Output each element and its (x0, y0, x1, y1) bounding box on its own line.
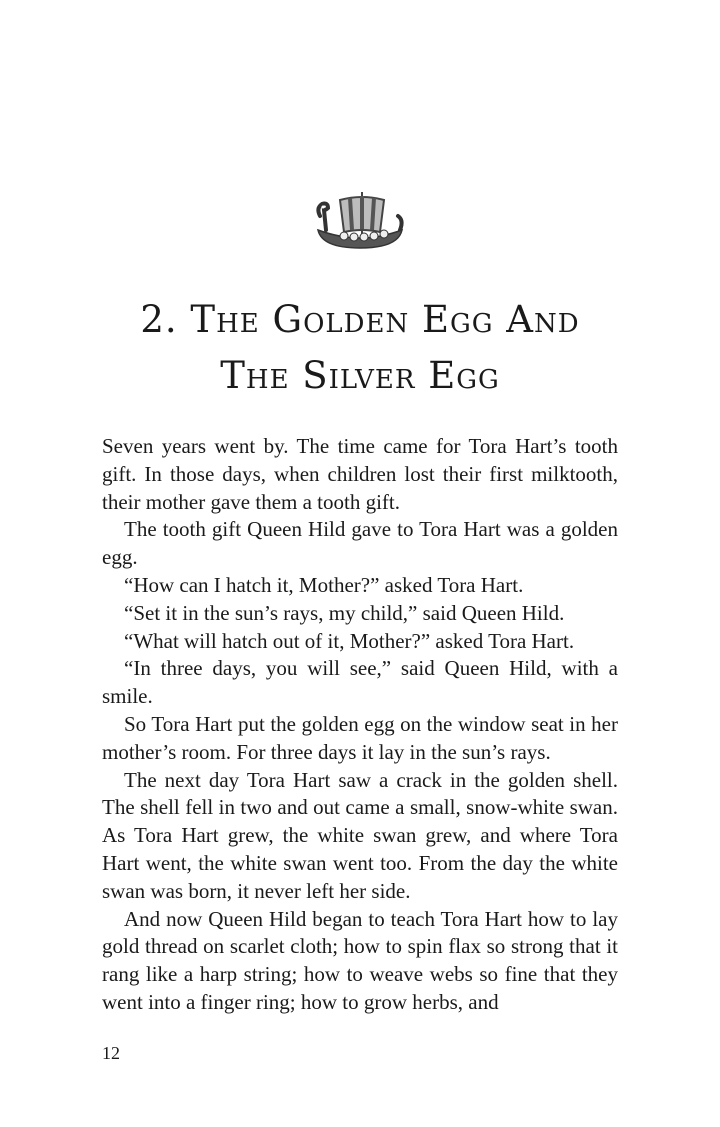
body-text (102, 433, 618, 1017)
chapter-title-line-2: The Silver Egg (220, 354, 500, 397)
paragraph: “Set it in the sun’s rays, my child,” said Queen Hild. (124, 600, 565, 625)
paragraph: The next day Tora Hart saw a crack in the golden shell. The shell fell in two and out came a small, snow-white swan. As Tora Hart grew, the white swan grew, and where Tora Hart went, the white swan went too. From the day the white swan was born, it never left her side. (102, 767, 618, 903)
paragraph: “In three days, you will see,” said Queen Hild, with a smile. (102, 656, 618, 709)
paragraph: Seven years went by. The time came for Tora Hart’s tooth gift. In those days, when children lost their first milktooth, their mother gave them a tooth gift. (102, 434, 618, 514)
paragraph: So Tora Hart put the golden egg on the window seat in her mother’s room. For three days it lay in the sun’s rays. (102, 711, 618, 764)
paragraph: The tooth gift Queen Hild gave to Tora Hart was a golden egg. (102, 517, 618, 570)
paragraph: “How can I hatch it, Mother?” asked Tora Hart. (124, 572, 524, 597)
paragraph: “What will hatch out of it, Mother?” asked Tora Hart. (124, 628, 575, 653)
chapter-title (0, 292, 720, 404)
paragraph: And now Queen Hild began to teach Tora Hart how to lay gold thread on scarlet cloth; how to spin flax so strong that it rang like a harp string; how to weave webs so fine that they went into a finger ring; how to grow herbs, and (102, 906, 618, 1014)
page-number: 12 (102, 1043, 120, 1063)
viking-ship-icon (310, 190, 410, 254)
chapter-title-line-1: 2. The Golden Egg And (140, 298, 580, 341)
